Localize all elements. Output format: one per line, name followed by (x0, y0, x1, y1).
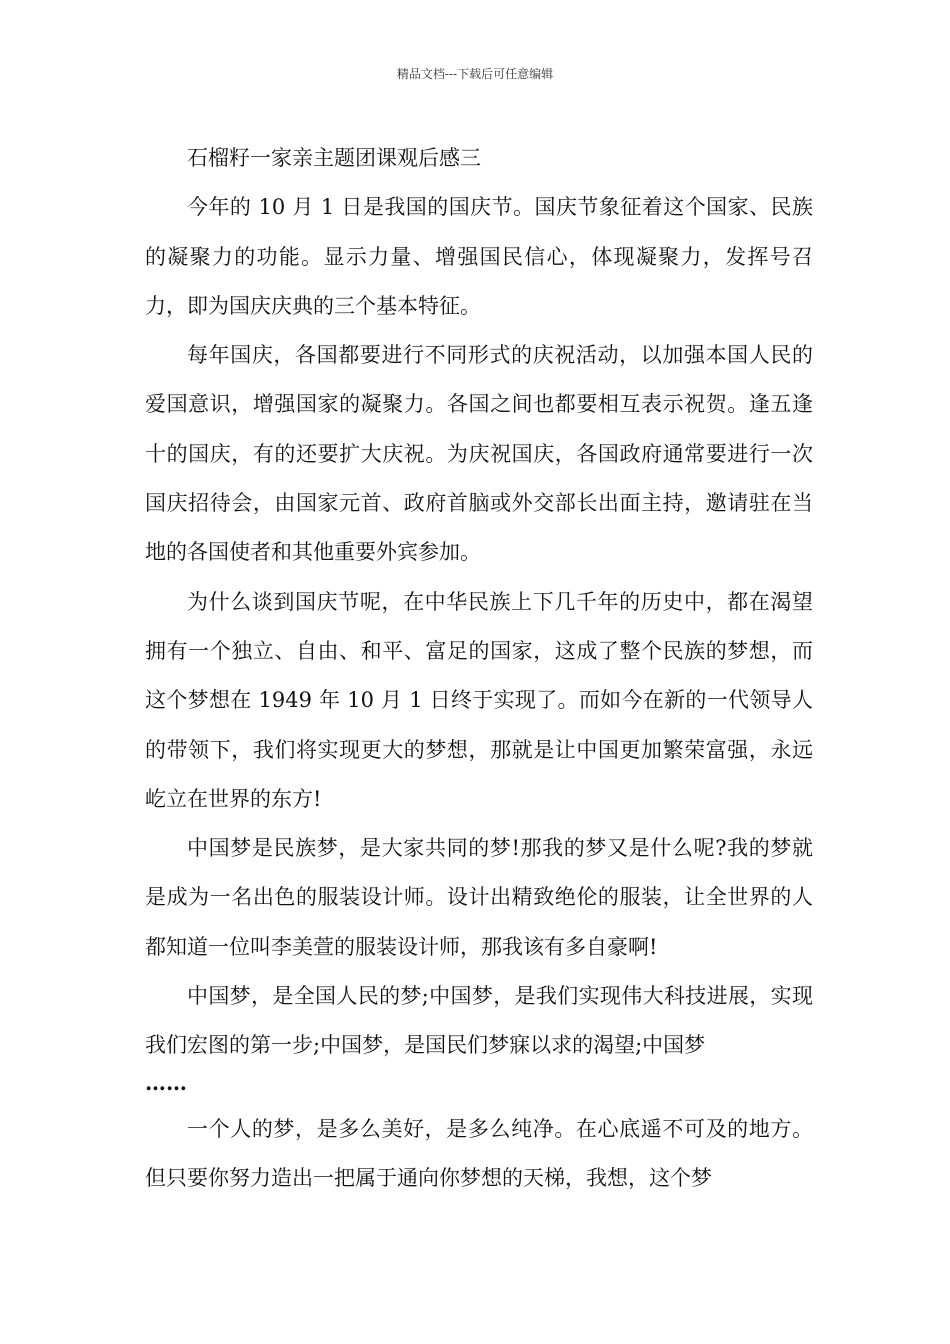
paragraph-1: 今年的 10 月 1 日是我国的国庆节。国庆节象征着这个国家、民族的凝聚力的功能。显示力量、增强国民信心，体现凝聚力，发挥号召力，即为国庆庆典的三个基本特征。 (145, 195, 813, 318)
document-body (145, 134, 813, 1203)
ellipsis-line: …… (145, 1069, 187, 1095)
page-header: 精品文档---下载后可任意编辑 (396, 67, 554, 81)
paragraph-5: 中国梦，是全国人民的梦;中国梦，是我们实现伟大科技进展，实现我们宏图的第一步;中国梦，是国民们梦寐以求的渴望;中国梦 (145, 984, 813, 1058)
paragraph-2: 每年国庆，各国都要进行不同形式的庆祝活动，以加强本国人民的爱国意识，增强国家的凝聚力。各国之间也都要相互表示祝贺。逢五逢十的国庆，有的还要扩大庆祝。为庆祝国庆，各国政府通常要进行一次国庆招待会，由国家元首、政府首脑或外交部长出面主持，邀请驻在当地的各国使者和其他重要外宾参加。 (145, 343, 813, 565)
document-title: 石榴籽一家亲主题团课观后感三 (187, 146, 481, 170)
paragraph-4: 中国梦是民族梦，是大家共同的梦!那我的梦又是什么呢?我的梦就是成为一名出色的服装设计师。设计出精致绝伦的服装，让全世界的人都知道一位叫李美萱的服装设计师，那我该有多自豪啊! (145, 836, 813, 959)
paragraph-3: 为什么谈到国庆节呢，在中华民族上下几千年的历史中，都在渴望拥有一个独立、自由、和平、富足的国家，这成了整个民族的梦想，而这个梦想在 1949 年 10 月 1 日终于实现了。而如今在新的一代领导人的带领下，我们将实现更大的梦想，那就是让中国更加繁荣富强，永远屹立在世界的东方! (145, 589, 813, 811)
paragraph-6: 一个人的梦，是多么美好，是多么纯净。在心底遥不可及的地方。但只要你努力造出一把属于通向你梦想的天梯，我想，这个梦 (145, 1116, 813, 1190)
